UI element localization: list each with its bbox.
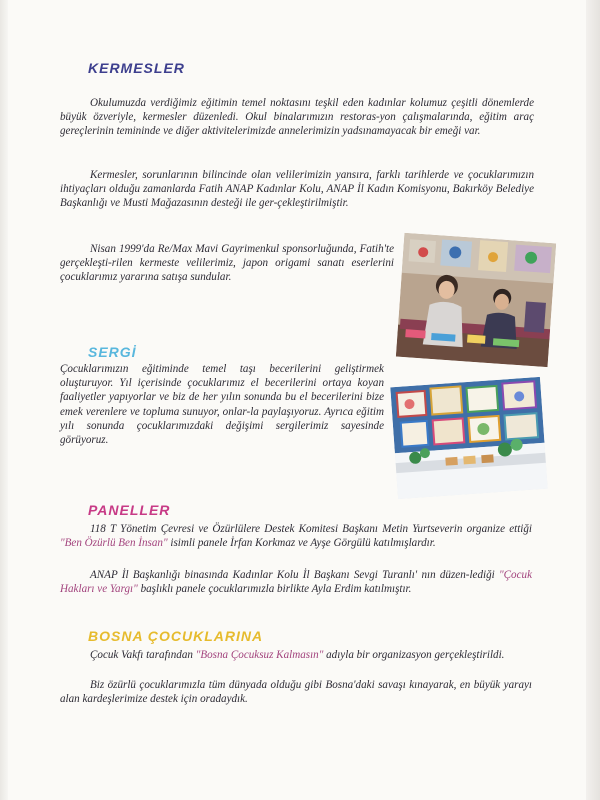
sergi-photo: [390, 377, 547, 499]
kermesler-paragraph-2: Kermesler, sorunlarının bilincinde olan velilerimizin yansıra, farklı tarihlerde ve çocuklarımızın ihtiyaçları olduğu zamanlarda Fatih ANAP Kadınlar Kolu, ANAP İl Kadın Komisyonu, Bakırköy Belediye Başkanlığı ve Musti Mağazasının desteği ile ger-çekleştirilmiştir.: [60, 169, 534, 210]
section-title-kermesler: KERMESLER: [88, 60, 185, 76]
kermesler-paragraph-3: Nisan 1999'da Re/Max Mavi Gayrimenkul sponsorluğunda, Fatih'te gerçekleşti-rilen kermeste velilerimiz, japon origami sanatı eserlerini çocuklarımız yararına satışa sundular.: [60, 243, 394, 284]
paneller-paragraph-2: [60, 568, 532, 596]
kermes-photo-image: [396, 233, 556, 367]
bosna-paragraph-1: [60, 648, 532, 662]
bosna-p1-text-b: adıyla bir organizasyon gerçekleştirildi.: [323, 649, 505, 661]
scan-edge-right: [586, 0, 600, 800]
paneller-p2-text-b: başlıklı panele çocuklarımızla birlikte Ayla Erdim katılmıştır.: [137, 583, 412, 596]
paneller-p2-highlight: "Çocuk Hakları ve Yargı": [60, 569, 532, 596]
section-title-paneller: PANELLER: [88, 502, 171, 518]
paneller-paragraph-1: [60, 522, 532, 550]
bosna-p1-text-a: Çocuk Vakfı tarafından: [90, 649, 196, 661]
kermesler-paragraph-1: Okulumuzda verdiğimiz eğitimin temel noktasını teşkil eden kadınlar kolumuz çeşitli dönemlerde büyük özveriyle, kermesler düzenledi. Okul binalarımızın restoras-yon çalışmalarında, eğitim araç gereçlerinin temininde ve diğer aktivitelerimizde annelerimizin yadsınamayacak bir emeği var.: [60, 97, 534, 138]
kermes-photo: [396, 233, 556, 367]
bosna-p1-highlight: "Bosna Çocuksuz Kalmasın": [195, 649, 324, 661]
scan-edge-left: [0, 0, 8, 800]
paneller-p2-text-a: ANAP İl Başkanlığı binasında Kadınlar Kolu İl Başkanı Sevgi Turanlı' nın düzen-lediği: [90, 569, 499, 581]
section-title-bosna: BOSNA ÇOCUKLARINA: [88, 628, 264, 644]
paneller-p1-text-b: isimli panele İrfan Korkmaz ve Ayşe Görgülü katılmışlardır.: [167, 537, 436, 550]
paneller-p1-highlight: "Ben Özürlü Ben İnsan": [60, 537, 168, 550]
sergi-photo-image: [390, 377, 547, 499]
bosna-paragraph-2: Biz özürlü çocuklarımızla tüm dünyada olduğu gibi Bosna'daki savaşı kınayarak, en büyük yarayı alan kardeşlerimize destek için oradaydık.: [60, 679, 532, 706]
sergi-paragraph-1: Çocuklarımızın eğitiminde temel taşı becerilerini geliştirmek oluşturuyor. Yıl içerisinde çocuklarımız el becerilerini ortaya koyan faaliyetler yapıyorlar ve biz de her yılın sonunda bu el becerilerini bize emek verenlere ve topluma sunuyor, onlar-la paylaşıyoruz. Ayrıca eğitim yılı sonunda çocuklarımızdaki değişimi sergilerimiz sayesinde görüyoruz.: [60, 363, 384, 447]
paneller-p1-text-a: 118 T Yönetim Çevresi ve Özürlülere Destek Komitesi Başkanı Metin Yurtseverin organize ettiği: [90, 523, 532, 535]
section-title-sergi: SERGİ: [88, 344, 137, 360]
